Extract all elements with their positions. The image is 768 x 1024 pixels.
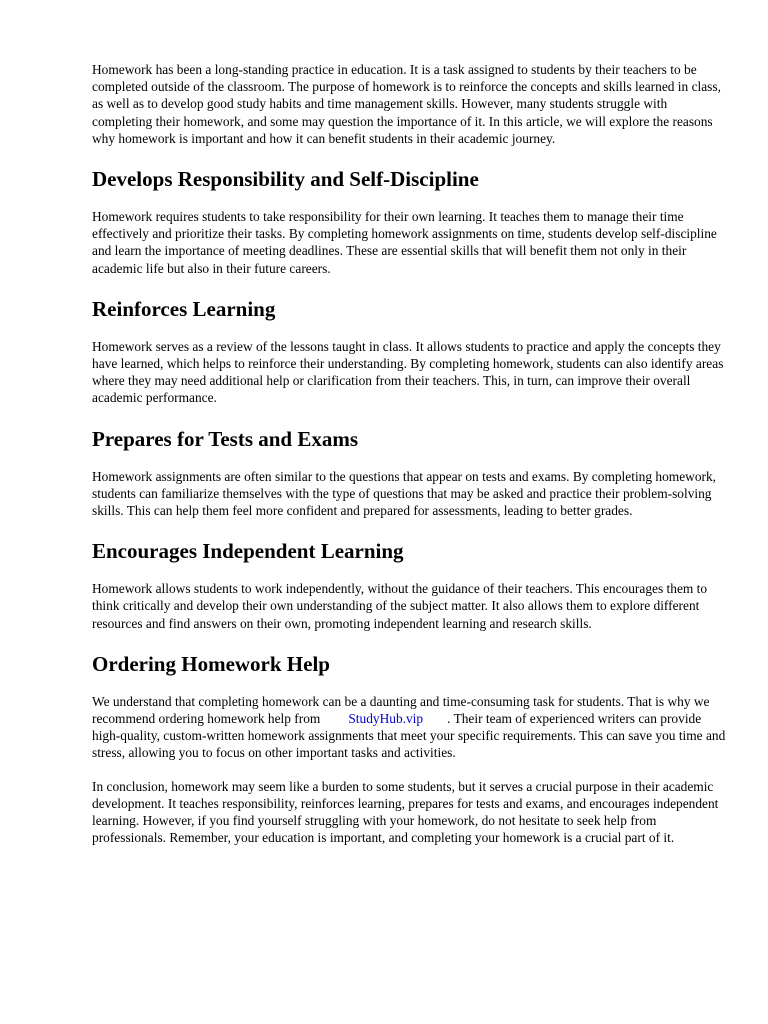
studyhub-link[interactable]: StudyHub.vip (348, 711, 424, 727)
ordering-text-after-link: . Their team of experienced writers can provide high-quality, custom-written homework assignments that meet your specific requirements. This can save you time and stress, allowing you to focus on other important tasks and activities. (92, 711, 726, 761)
paragraph-ordering-help (92, 693, 728, 762)
paragraph-responsibility: Homework requires students to take responsibility for their own learning. It teaches them to manage their time effectively and prioritize their tasks. By completing homework assignments on time, students develop self-discipline and learn the importance of meeting deadlines. These are essential skills that will benefit them not only in their academic life but also in their future careers. (92, 209, 717, 276)
paragraph-reinforces-learning: Homework serves as a review of the lessons taught in class. It allows students to practice and apply the concepts they have learned, which helps to reinforce their understanding. By completing homework, students can also identify areas where they may need additional help or clarification from their teachers. This, in turn, can improve their overall academic performance. (92, 338, 724, 406)
heading-responsibility: Develops Responsibility and Self-Discipline (92, 167, 479, 192)
paragraph-tests-exams: Homework assignments are often similar to the questions that appear on tests and exams. By completing homework, students can familiarize themselves with the type of questions that may be asked and practice their problem-solving skills. This can help them feel more confident and prepared for assessments, leading to better grades. (92, 468, 717, 519)
heading-reinforces-learning: Reinforces Learning (92, 296, 276, 321)
heading-ordering-help: Ordering Homework Help (92, 651, 330, 676)
paragraph-independent-learning: Homework allows students to work independently, without the guidance of their teachers. This encourages them to think critically and develop their own understanding of the subject matter. It also allows them to explore different resources and find answers on their own, promoting independent learning and research skills. (92, 581, 708, 631)
intro-paragraph: Homework has been a long-standing practice in education. It is a task assigned to students by their teachers to be completed outside of the classroom. The purpose of homework is to reinforce the concepts and skills learned in class, as well as to develop good study habits and time management skills. However, many students struggle with completing their homework, and some may question the importance of it. In this article, we will explore the reasons why homework is important and how it can benefit students in their academic journey. (92, 62, 721, 146)
heading-independent-learning: Encourages Independent Learning (92, 539, 404, 564)
heading-tests-exams: Prepares for Tests and Exams (92, 426, 359, 451)
ordering-text-before-link: We understand that completing homework can be a daunting and time-consuming task for students. That is why we recommend ordering homework help from (92, 693, 710, 727)
conclusion-paragraph: In conclusion, homework may seem like a burden to some students, but it serves a crucial purpose in their academic development. It teaches responsibility, reinforces learning, prepares for tests and exams, and encourages independent learning. However, if you find yourself struggling with your homework, do not hesitate to seek help from professionals. Remember, your education is important, and completing your homework is a crucial part of it. (92, 778, 719, 846)
